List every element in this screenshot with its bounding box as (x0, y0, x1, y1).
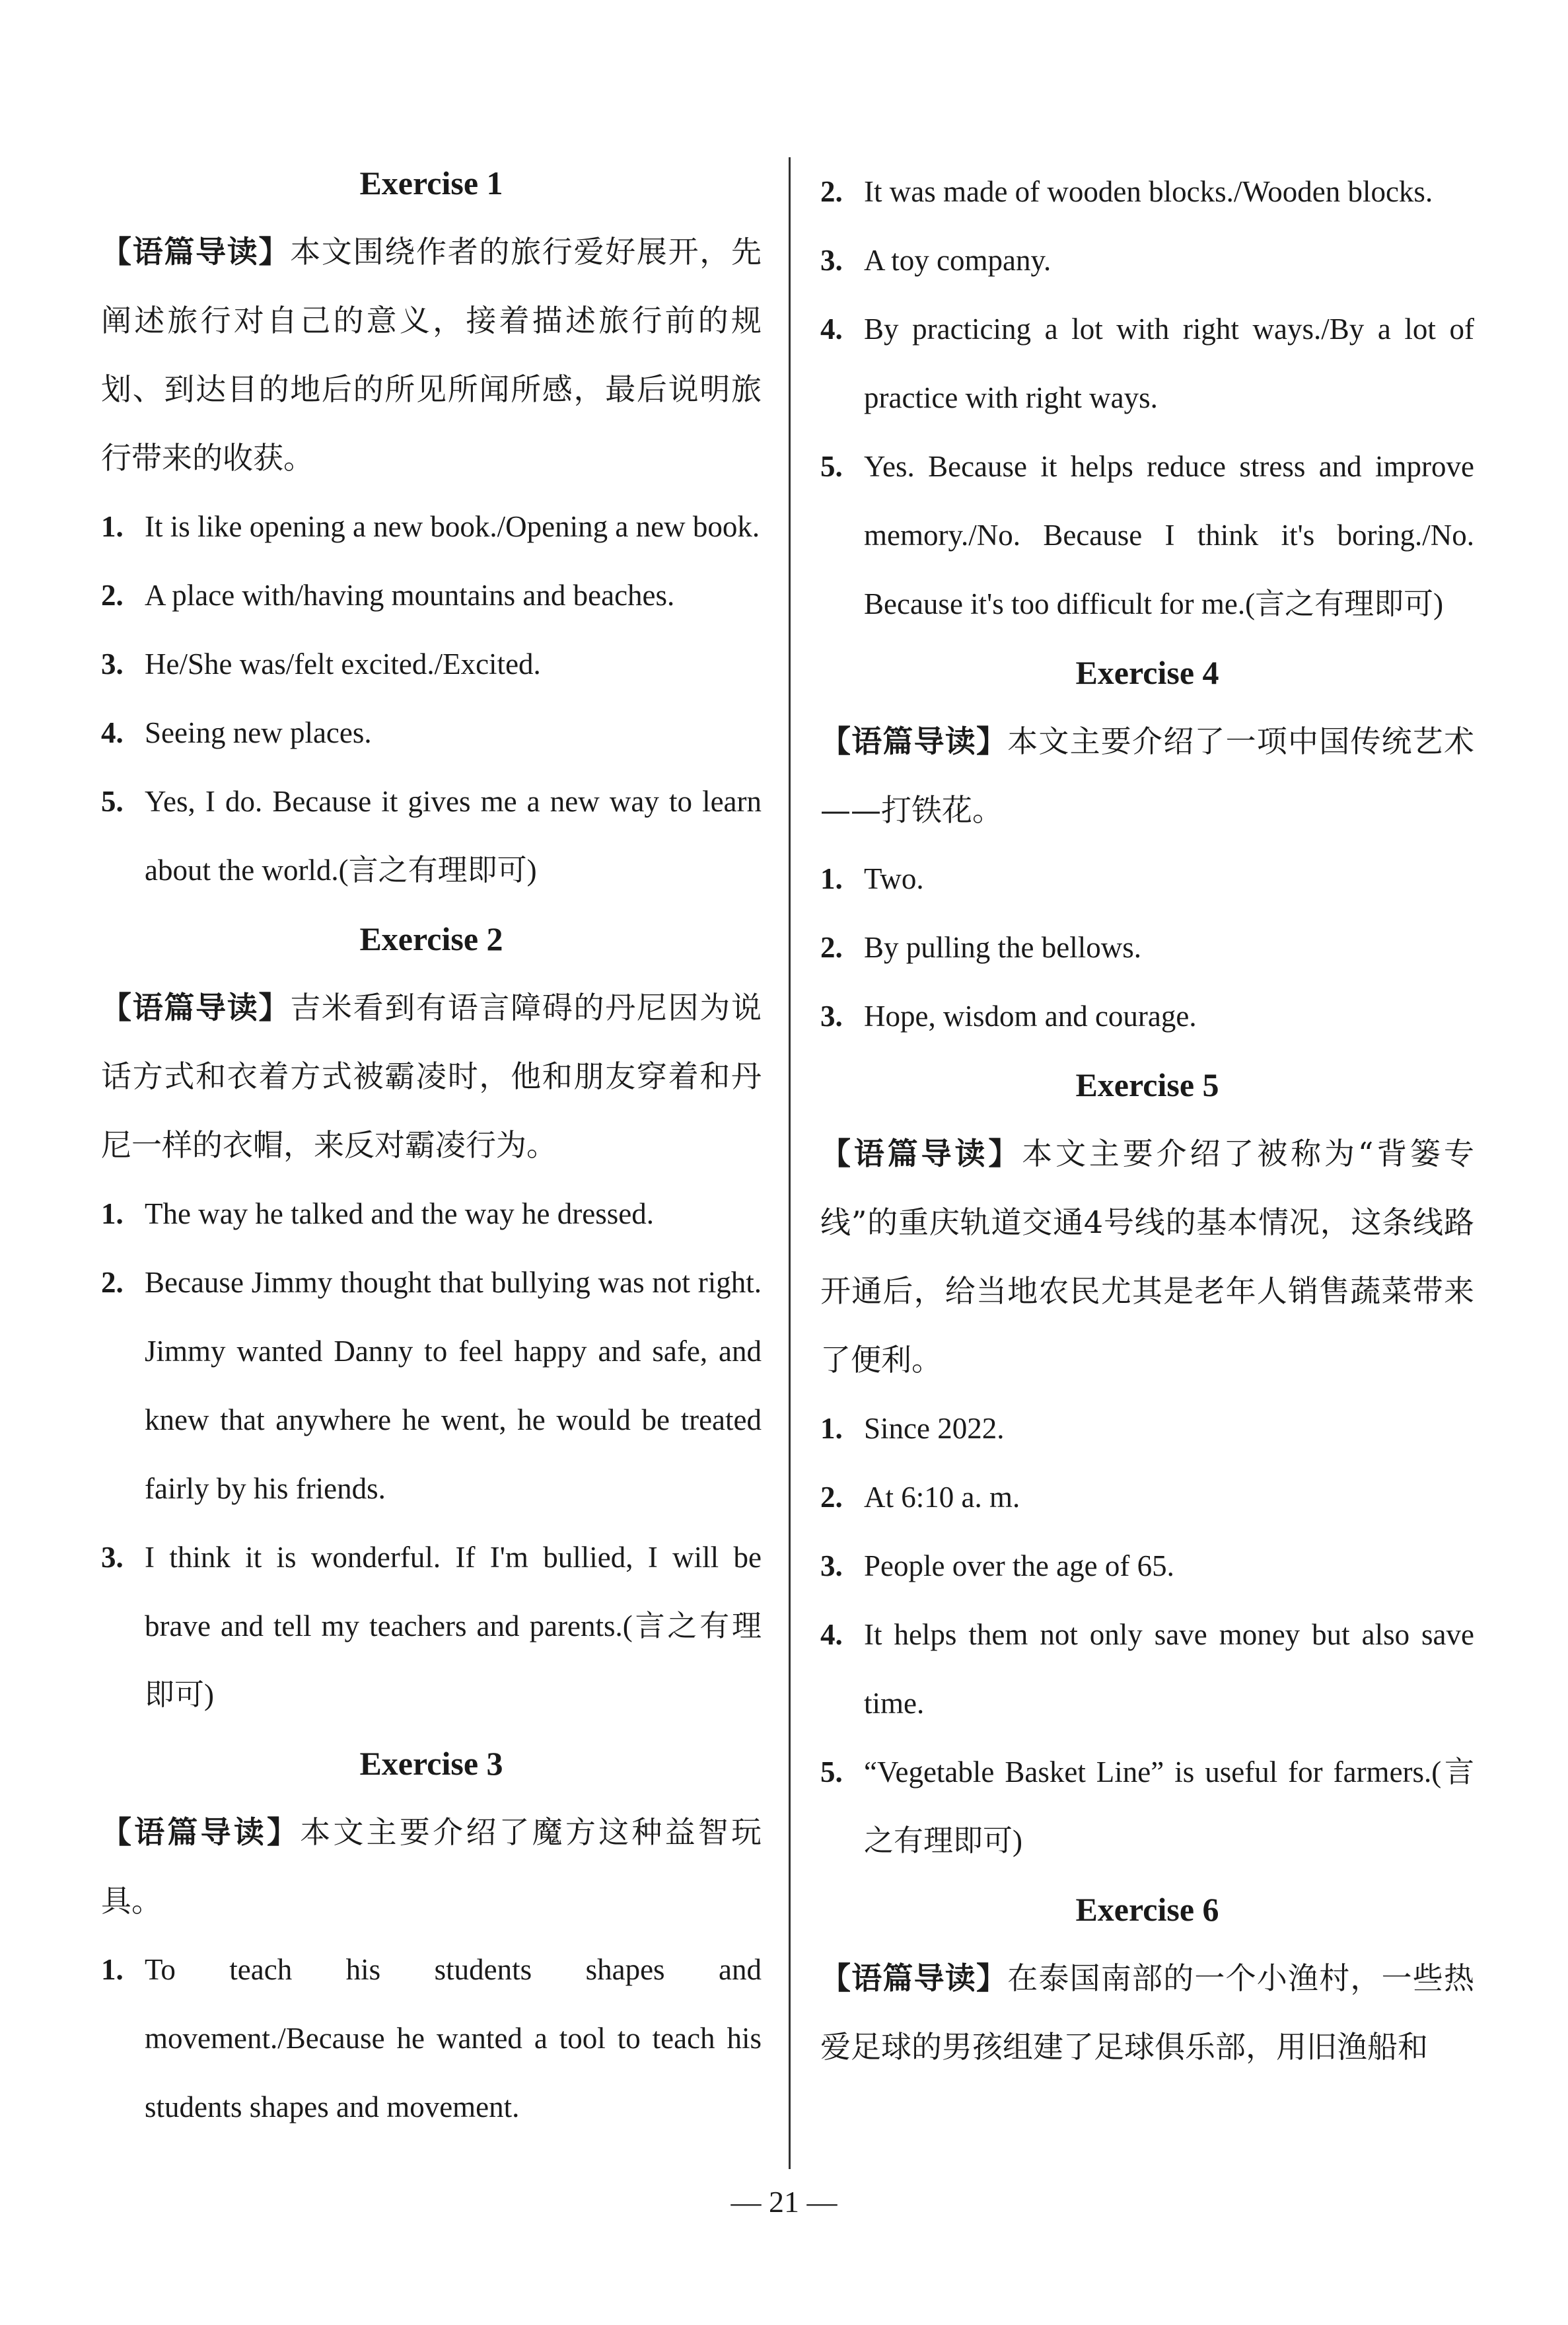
answer-text: Hope, wisdom and courage. (864, 1000, 1197, 1033)
answer-number: 4. (820, 313, 843, 346)
answer-text: It helps them not only save money but also save time. (864, 1618, 1474, 1720)
answer-item (101, 1179, 762, 1248)
answer-number: 4. (101, 716, 124, 749)
answer-text: He/She was/felt excited./Excited. (145, 647, 541, 681)
intro-text: 本文围绕作者的旅行爱好展开，先阐述旅行对自己的意义，接着描述旅行前的规划、到达目的地后的所见所闻所感，最后说明旅行带来的收获。 (101, 234, 762, 476)
answer-text: I think it is wonderful. If I'm bullied, I will be brave and tell my teachers and parents.(言之有理即可) (145, 1541, 762, 1711)
answer-item (820, 1600, 1474, 1738)
answer-number: 2. (101, 579, 124, 612)
section-title: Exercise 3 (359, 1745, 503, 1782)
page-number: — 21 — (731, 2185, 837, 2219)
answer-number: 1. (101, 1197, 124, 1230)
answer-text: The way he talked and the way he dressed. (145, 1197, 654, 1230)
answer-item (101, 698, 762, 767)
answer-item (101, 630, 762, 698)
intro-tag: 【语篇导读】 (101, 234, 291, 270)
reading-guide (820, 1119, 1474, 1394)
intro-tag: 【语篇导读】 (820, 723, 1008, 759)
answer-number: 5. (101, 785, 124, 818)
answer-text: Because Jimmy thought that bullying was not right. Jimmy wanted Danny to feel happy and safe, and knew that anywhere he went, he would be treated fairly by his friends. (145, 1266, 762, 1505)
answer-number: 3. (820, 1000, 843, 1033)
reading-guide (101, 973, 762, 1179)
answer-text: It is like opening a new book./Opening a new book. (145, 510, 760, 543)
right-column (820, 157, 1474, 2081)
answer-item (101, 1248, 762, 1523)
answer-number: 5. (820, 450, 843, 483)
answer-item (101, 1935, 762, 2141)
answer-number: 2. (101, 1266, 124, 1299)
column-divider (789, 157, 791, 2169)
intro-tag: 【语篇导读】 (820, 1960, 1008, 1996)
answer-text: Two. (864, 862, 924, 895)
answer-number: 3. (820, 1549, 843, 1582)
answer-text: A toy company. (864, 244, 1051, 277)
answer-number: 2. (820, 175, 843, 208)
answer-text: It was made of wooden blocks./Wooden blocks. (864, 175, 1433, 208)
answer-number: 5. (820, 1755, 843, 1789)
answer-number: 2. (820, 931, 843, 964)
answer-number: 1. (101, 510, 124, 543)
section-title: Exercise 4 (1075, 654, 1219, 691)
answer-item (820, 226, 1474, 295)
answer-item (820, 1532, 1474, 1600)
reading-guide (101, 217, 762, 492)
answer-item (820, 157, 1474, 226)
answer-item (820, 1463, 1474, 1532)
intro-tag: 【语篇导读】 (101, 990, 291, 1025)
section-title: Exercise 1 (359, 165, 503, 202)
reading-guide (101, 1798, 762, 1935)
section-title: Exercise 2 (359, 920, 503, 957)
answer-item (820, 982, 1474, 1051)
intro-text: 本文主要介绍了魔方这种益智玩具。 (101, 1814, 762, 1919)
answer-text: People over the age of 65. (864, 1549, 1174, 1582)
answer-item (820, 844, 1474, 913)
answer-item (101, 561, 762, 630)
reading-guide (820, 707, 1474, 844)
answer-number: 1. (820, 1412, 843, 1445)
intro-text: 吉米看到有语言障碍的丹尼因为说话方式和衣着方式被霸凌时，他和朋友穿着和丹尼一样的衣帽，来反对霸凌行为。 (101, 990, 762, 1163)
intro-tag: 【语篇导读】 (101, 1814, 301, 1850)
answer-item (820, 1738, 1474, 1875)
intro-text: 在泰国南部的一个小渔村，一些热爱足球的男孩组建了足球俱乐部，用旧渔船和 (820, 1960, 1475, 2065)
answer-number: 3. (101, 1541, 124, 1574)
answer-item (101, 767, 762, 904)
left-column (101, 149, 762, 2141)
answer-number: 4. (820, 1618, 843, 1651)
answer-number: 1. (101, 1953, 124, 1986)
intro-tag: 【语篇导读】 (820, 1136, 1022, 1171)
answer-number: 2. (820, 1481, 843, 1514)
answer-text: Since 2022. (864, 1412, 1005, 1445)
answer-number: 3. (820, 244, 843, 277)
answer-text: Yes, I do. Because it gives me a new way to learn about the world.(言之有理即可) (145, 785, 762, 887)
answer-item (820, 432, 1474, 638)
answer-number: 3. (101, 647, 124, 681)
answer-text: A place with/having mountains and beaches. (145, 579, 675, 612)
section-title: Exercise 6 (1075, 1891, 1219, 1928)
answer-item (820, 1394, 1474, 1463)
answer-text: By practicing a lot with right ways./By a lot of practice with right ways. (864, 313, 1474, 414)
intro-text: 本文主要介绍了被称为“背篓专线”的重庆轨道交通4号线的基本情况，这条线路开通后，给当地农民尤其是老年人销售蔬菜带来了便利。 (820, 1136, 1474, 1378)
answer-text: Yes. Because it helps reduce stress and improve memory./No. Because I think it's boring./No. Because it's too difficult for me.(言之有理即可) (864, 450, 1474, 620)
answer-number: 1. (820, 862, 843, 895)
section-title: Exercise 5 (1075, 1066, 1219, 1103)
answer-text: “Vegetable Basket Line” is useful for farmers.(言之有理即可) (864, 1755, 1474, 1857)
answer-item (101, 492, 762, 561)
answer-item (820, 913, 1474, 982)
reading-guide (820, 1944, 1474, 2081)
answer-text: To teach his students shapes and movement./Because he wanted a tool to teach his students shapes and movement. (145, 1953, 762, 2123)
answer-text: By pulling the bellows. (864, 931, 1141, 964)
answer-text: At 6:10 a. m. (864, 1481, 1020, 1514)
intro-text: 本文主要介绍了一项中国传统艺术——打铁花。 (820, 723, 1475, 828)
answer-item (820, 295, 1474, 432)
answer-item (101, 1523, 762, 1729)
answer-text: Seeing new places. (145, 716, 372, 749)
